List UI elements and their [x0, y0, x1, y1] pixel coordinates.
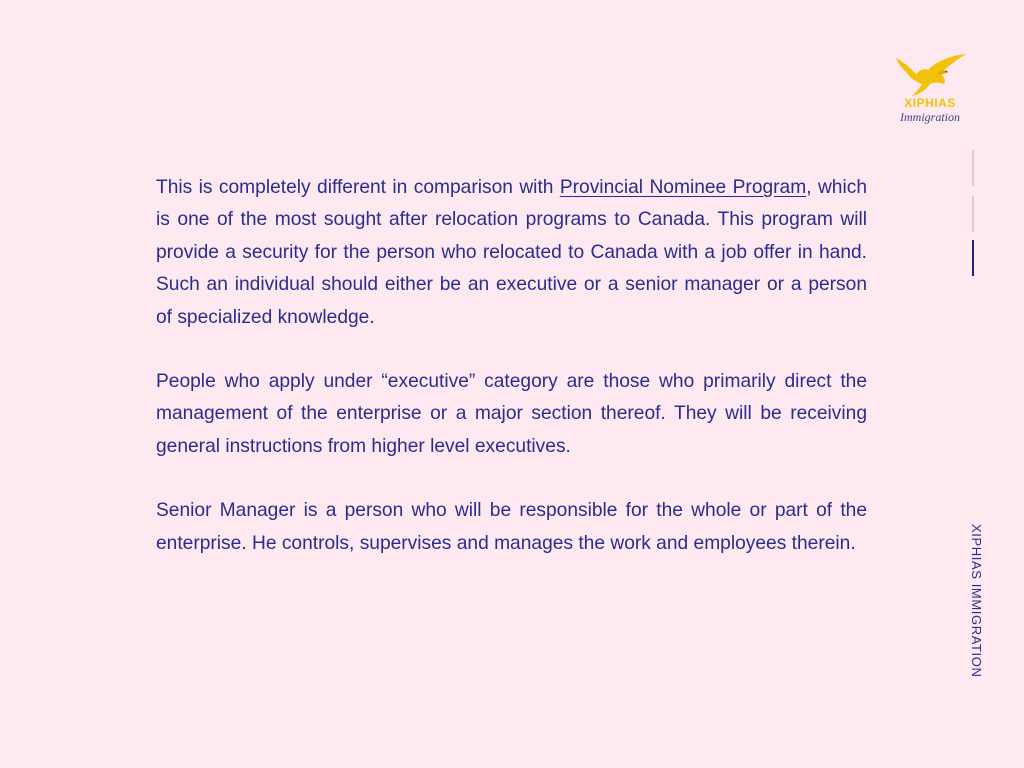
logo-subtitle: Immigration [900, 110, 960, 124]
paragraph-1-intro: This is completely different in comparison with [156, 177, 560, 198]
side-brand-label: XIPHIAS IMMIGRATION [969, 524, 984, 678]
body-text [156, 172, 867, 592]
brand-logo[interactable] [888, 52, 984, 128]
paragraph-2: People who apply under “executive” category are those who primarily direct the management of the enterprise or a major section thereof. They will be receiving general instructions from higher level executives. [156, 371, 867, 457]
paragraph-3: Senior Manager is a person who will be responsible for the whole or part of the enterprise. He controls, supervises and manages the work and employees therein. [156, 500, 867, 554]
paragraph-1-rest: , which is one of the most sought after relocation programs to Canada. This program will provide a security for the person who relocated to Canada with a job offer in hand. Such an individual should either be an executive or a senior manager or a person of specialized knowledge. [156, 177, 868, 328]
logo-wordmark: XIPHIAS [904, 96, 956, 110]
paragraph-1 [156, 172, 867, 334]
progress-segment-3 [972, 240, 974, 276]
progress-segment-1 [972, 150, 974, 186]
provincial-nominee-program-link[interactable]: Provincial Nominee Program [559, 177, 807, 198]
eagle-icon [894, 52, 970, 98]
slide-progress-indicator [972, 150, 974, 276]
progress-segment-2 [972, 196, 974, 232]
